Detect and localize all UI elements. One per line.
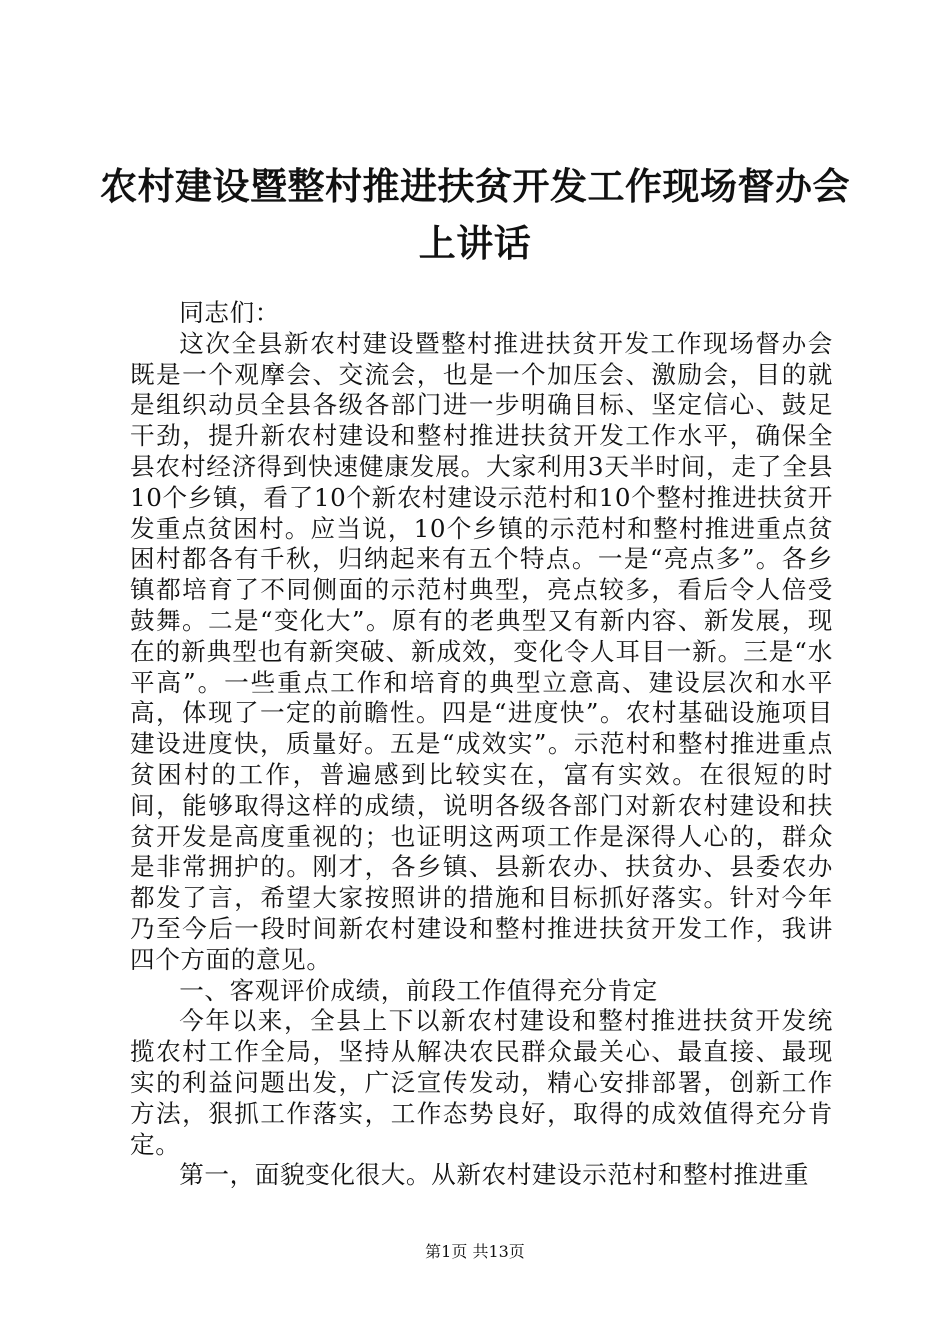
- document-title: [100, 158, 850, 272]
- salutation: 同志们：: [179, 298, 280, 327]
- paragraph-first-point: 第一，面貌变化很大。从新农村建设示范村和整村推进重: [179, 1160, 810, 1190]
- section-heading-1: 一、客观评价成绩，前段工作值得充分肯定: [179, 975, 658, 1005]
- title-line-1: 农村建设暨整村推进扶贫开发工作现场督办会: [100, 164, 850, 208]
- page-footer: 第1页 共13页: [425, 1242, 525, 1261]
- paragraph-achievements: 今年以来，全县上下以新农村建设和整村推进扶贫开发统揽农村工作全局，坚持从解决农民群众最关心、最直接、最现实的利益问题出发，广泛宣传发动，精心安排部署，创新工作方法，狠抓工作落实，工作态势良好，取得的成效值得充分肯定。: [130, 1006, 833, 1159]
- paragraph-intro: 这次全县新农村建设暨整村推进扶贫开发工作现场督办会既是一个观摩会、交流会，也是一个加压会、激励会，目的就是组织动员全县各级各部门进一步明确目标、坚定信心、鼓足干劲，提升新农村建设和整村推进扶贫开发工作水平，确保全县农村经济得到快速健康发展。大家利用3天半时间，走了全县10个乡镇，看了10个新农村建设示范村和10个整村推进扶贫开发重点贫困村。应当说，10个乡镇的示范村和整村推进重点贫困村都各有千秋，归纳起来有五个特点。一是“亮点多”。各乡镇都培育了不同侧面的示范村典型，亮点较多，看后令人倍受鼓舞。二是“变化大”。原有的老典型又有新内容、新发展，现在的新典型也有新突破、新成效，变化令人耳目一新。三是“水平高”。一些重点工作和培育的典型立意高、建设层次和水平高，体现了一定的前瞻性。四是“进度快”。农村基础设施项目建设进度快，质量好。五是“成效实”。示范村和整村推进重点贫困村的工作，普遍感到比较实在，富有实效。在很短的时间，能够取得这样的成绩，说明各级各部门对新农村建设和扶贫开发是高度重视的；也证明这两项工作是深得人心的，群众是非常拥护的。刚才，各乡镇、县新农办、扶贫办、县委农办都发了言，希望大家按照讲的措施和目标抓好落实。针对今年乃至今后一段时间新农村建设和整村推进扶贫开发工作，我讲四个方面的意见。: [130, 328, 833, 974]
- title-line-2: 上讲话: [418, 221, 532, 265]
- document-body: [130, 298, 833, 1191]
